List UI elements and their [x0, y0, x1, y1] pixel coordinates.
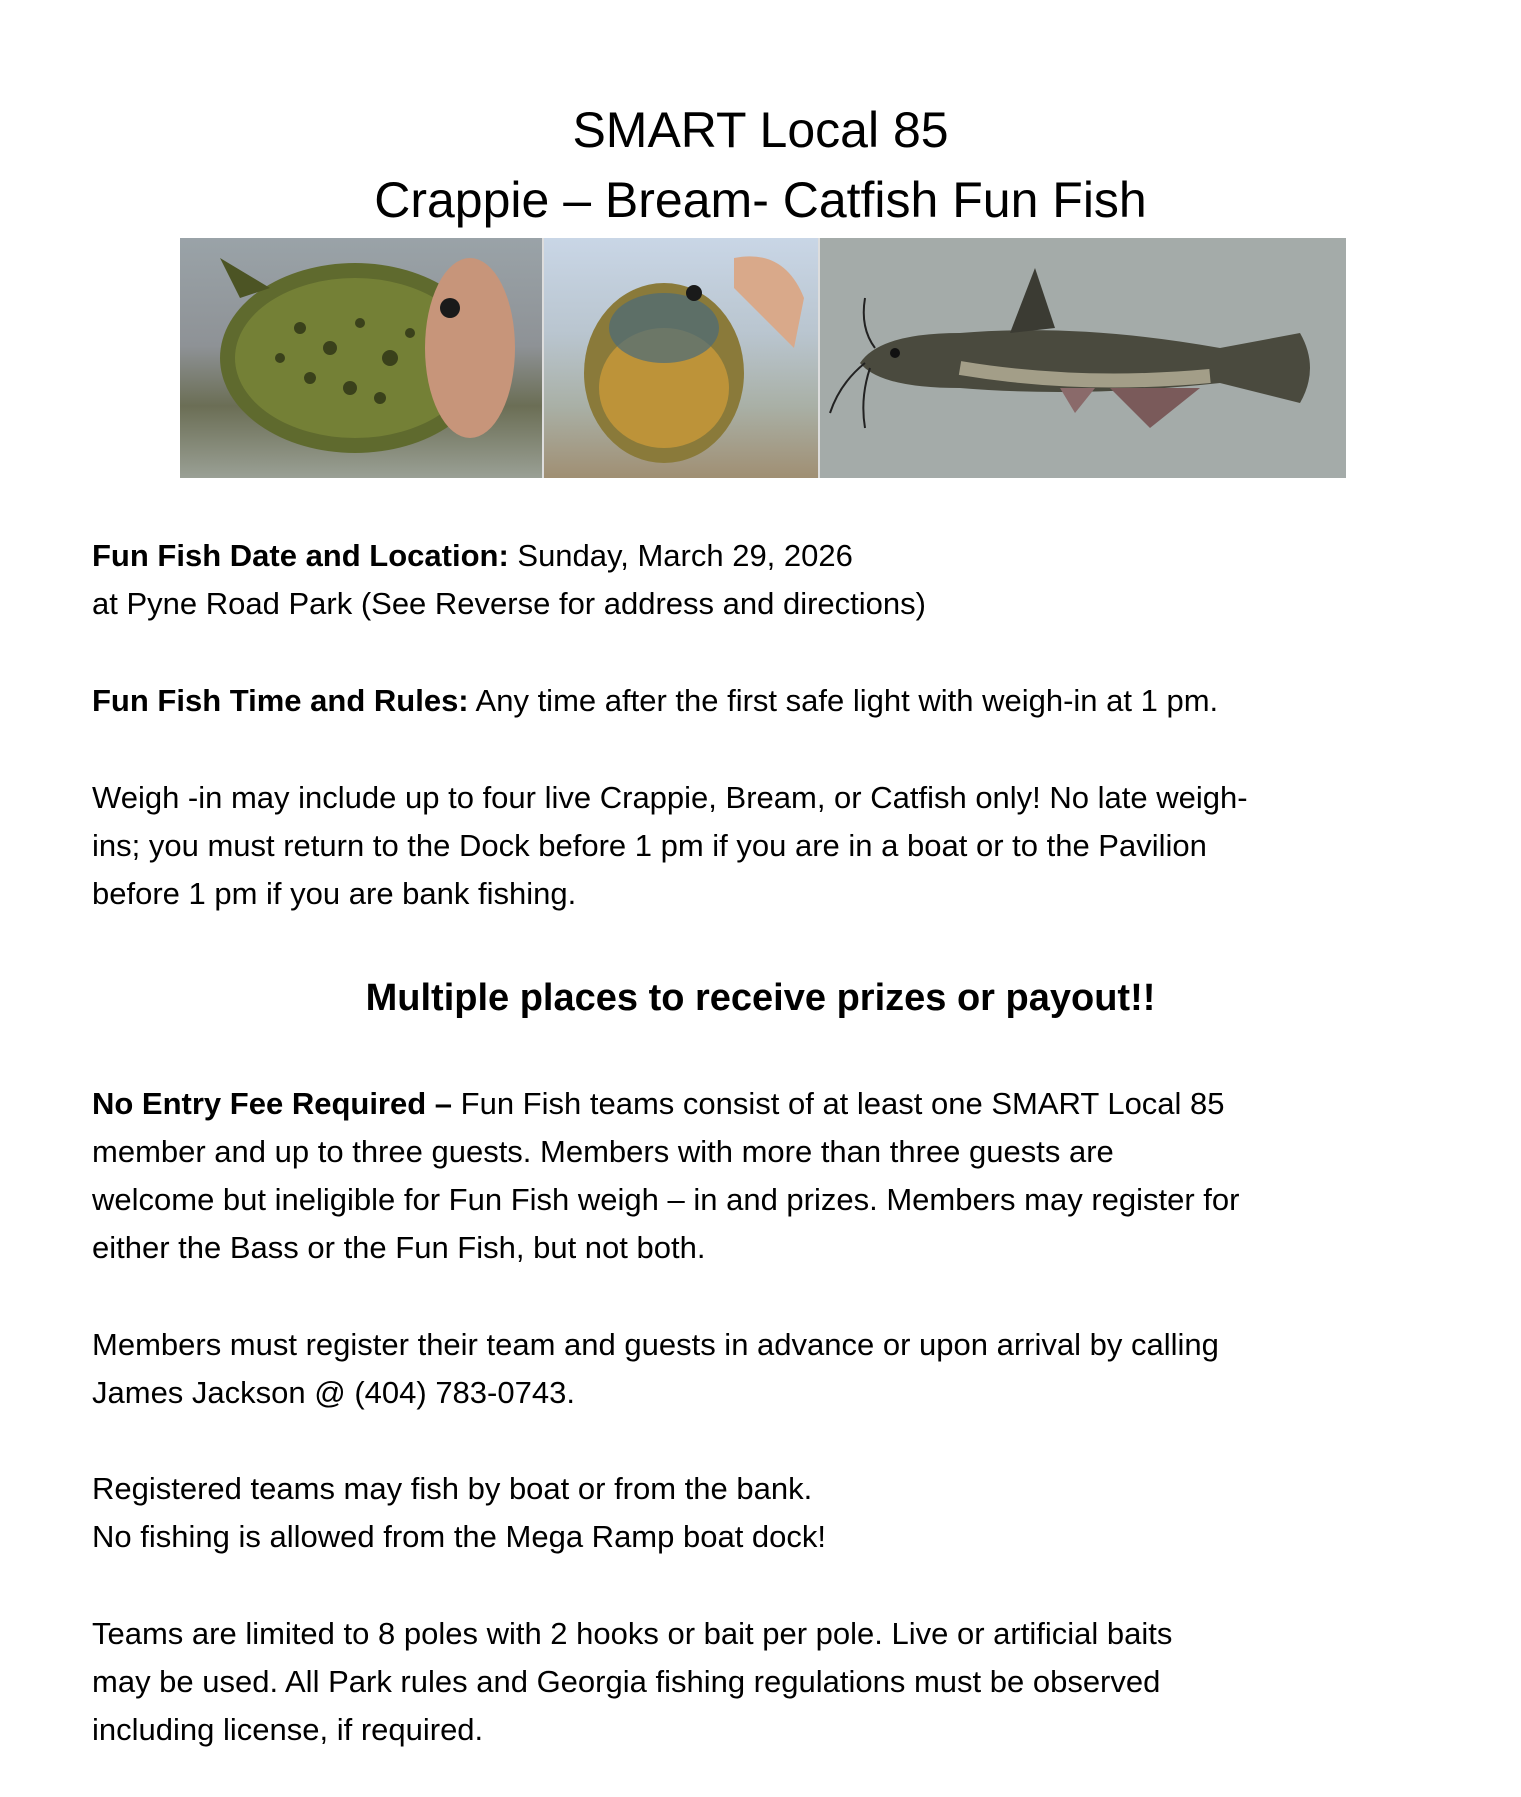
- entry-fee-line: welcome but ineligible for Fun Fish weigh – in and prizes. Members may register for: [92, 1182, 1240, 1217]
- date-location-section: [92, 532, 1430, 628]
- weigh-in-line: Weigh -in may include up to four live Crappie, Bream, or Catfish only! No late weigh-: [92, 780, 1248, 815]
- event-location: at Pyne Road Park (See Reverse for address and directions): [92, 586, 926, 621]
- poles-section: [92, 1610, 1430, 1754]
- registration-contact: James Jackson @ (404) 783-0743.: [92, 1375, 575, 1410]
- date-location-label: Fun Fish Date and Location:: [92, 538, 509, 573]
- entry-fee-label: No Entry Fee Required –: [92, 1086, 453, 1121]
- boat-bank-line: Registered teams may fish by boat or from the bank.: [92, 1471, 813, 1506]
- poles-line: may be used. All Park rules and Georgia fishing regulations must be observed: [92, 1664, 1161, 1699]
- poles-line: including license, if required.: [92, 1712, 484, 1747]
- fish-photo-strip: [180, 238, 1346, 478]
- entry-fee-section: [92, 1080, 1430, 1272]
- time-rules-text: Any time after the first safe light with weigh-in at 1 pm.: [468, 683, 1219, 718]
- event-date: Sunday, March 29, 2026: [508, 538, 853, 573]
- crappie-photo: [180, 238, 542, 478]
- page-title: SMART Local 85: [572, 102, 949, 158]
- page-subtitle: Crappie – Bream- Catfish Fun Fish: [374, 172, 1147, 228]
- entry-fee-line: member and up to three guests. Members with more than three guests are: [92, 1134, 1114, 1169]
- catfish-illustration: [820, 238, 1346, 478]
- boat-bank-section: [92, 1465, 1430, 1561]
- poles-line: Teams are limited to 8 poles with 2 hooks or bait per pole. Live or artificial baits: [92, 1616, 1173, 1651]
- boat-bank-line: No fishing is allowed from the Mega Ramp boat dock!: [92, 1519, 827, 1554]
- time-rules-label: Fun Fish Time and Rules:: [92, 683, 469, 718]
- weigh-in-line: ins; you must return to the Dock before 1 pm if you are in a boat or to the Pavilion: [92, 828, 1207, 863]
- weigh-in-section: [92, 774, 1430, 918]
- registration-line: Members must register their team and guests in advance or upon arrival by calling: [92, 1327, 1219, 1362]
- entry-fee-line: either the Bass or the Fun Fish, but not both.: [92, 1230, 706, 1265]
- entry-fee-text: Fun Fish teams consist of at least one SMART Local 85: [452, 1086, 1225, 1121]
- bream-photo: [542, 238, 820, 478]
- weigh-in-line: before 1 pm if you are bank fishing.: [92, 876, 577, 911]
- time-rules-section: [92, 677, 1430, 725]
- prizes-headline: Multiple places to receive prizes or payout!!: [365, 977, 1156, 1019]
- registration-section: [92, 1321, 1430, 1417]
